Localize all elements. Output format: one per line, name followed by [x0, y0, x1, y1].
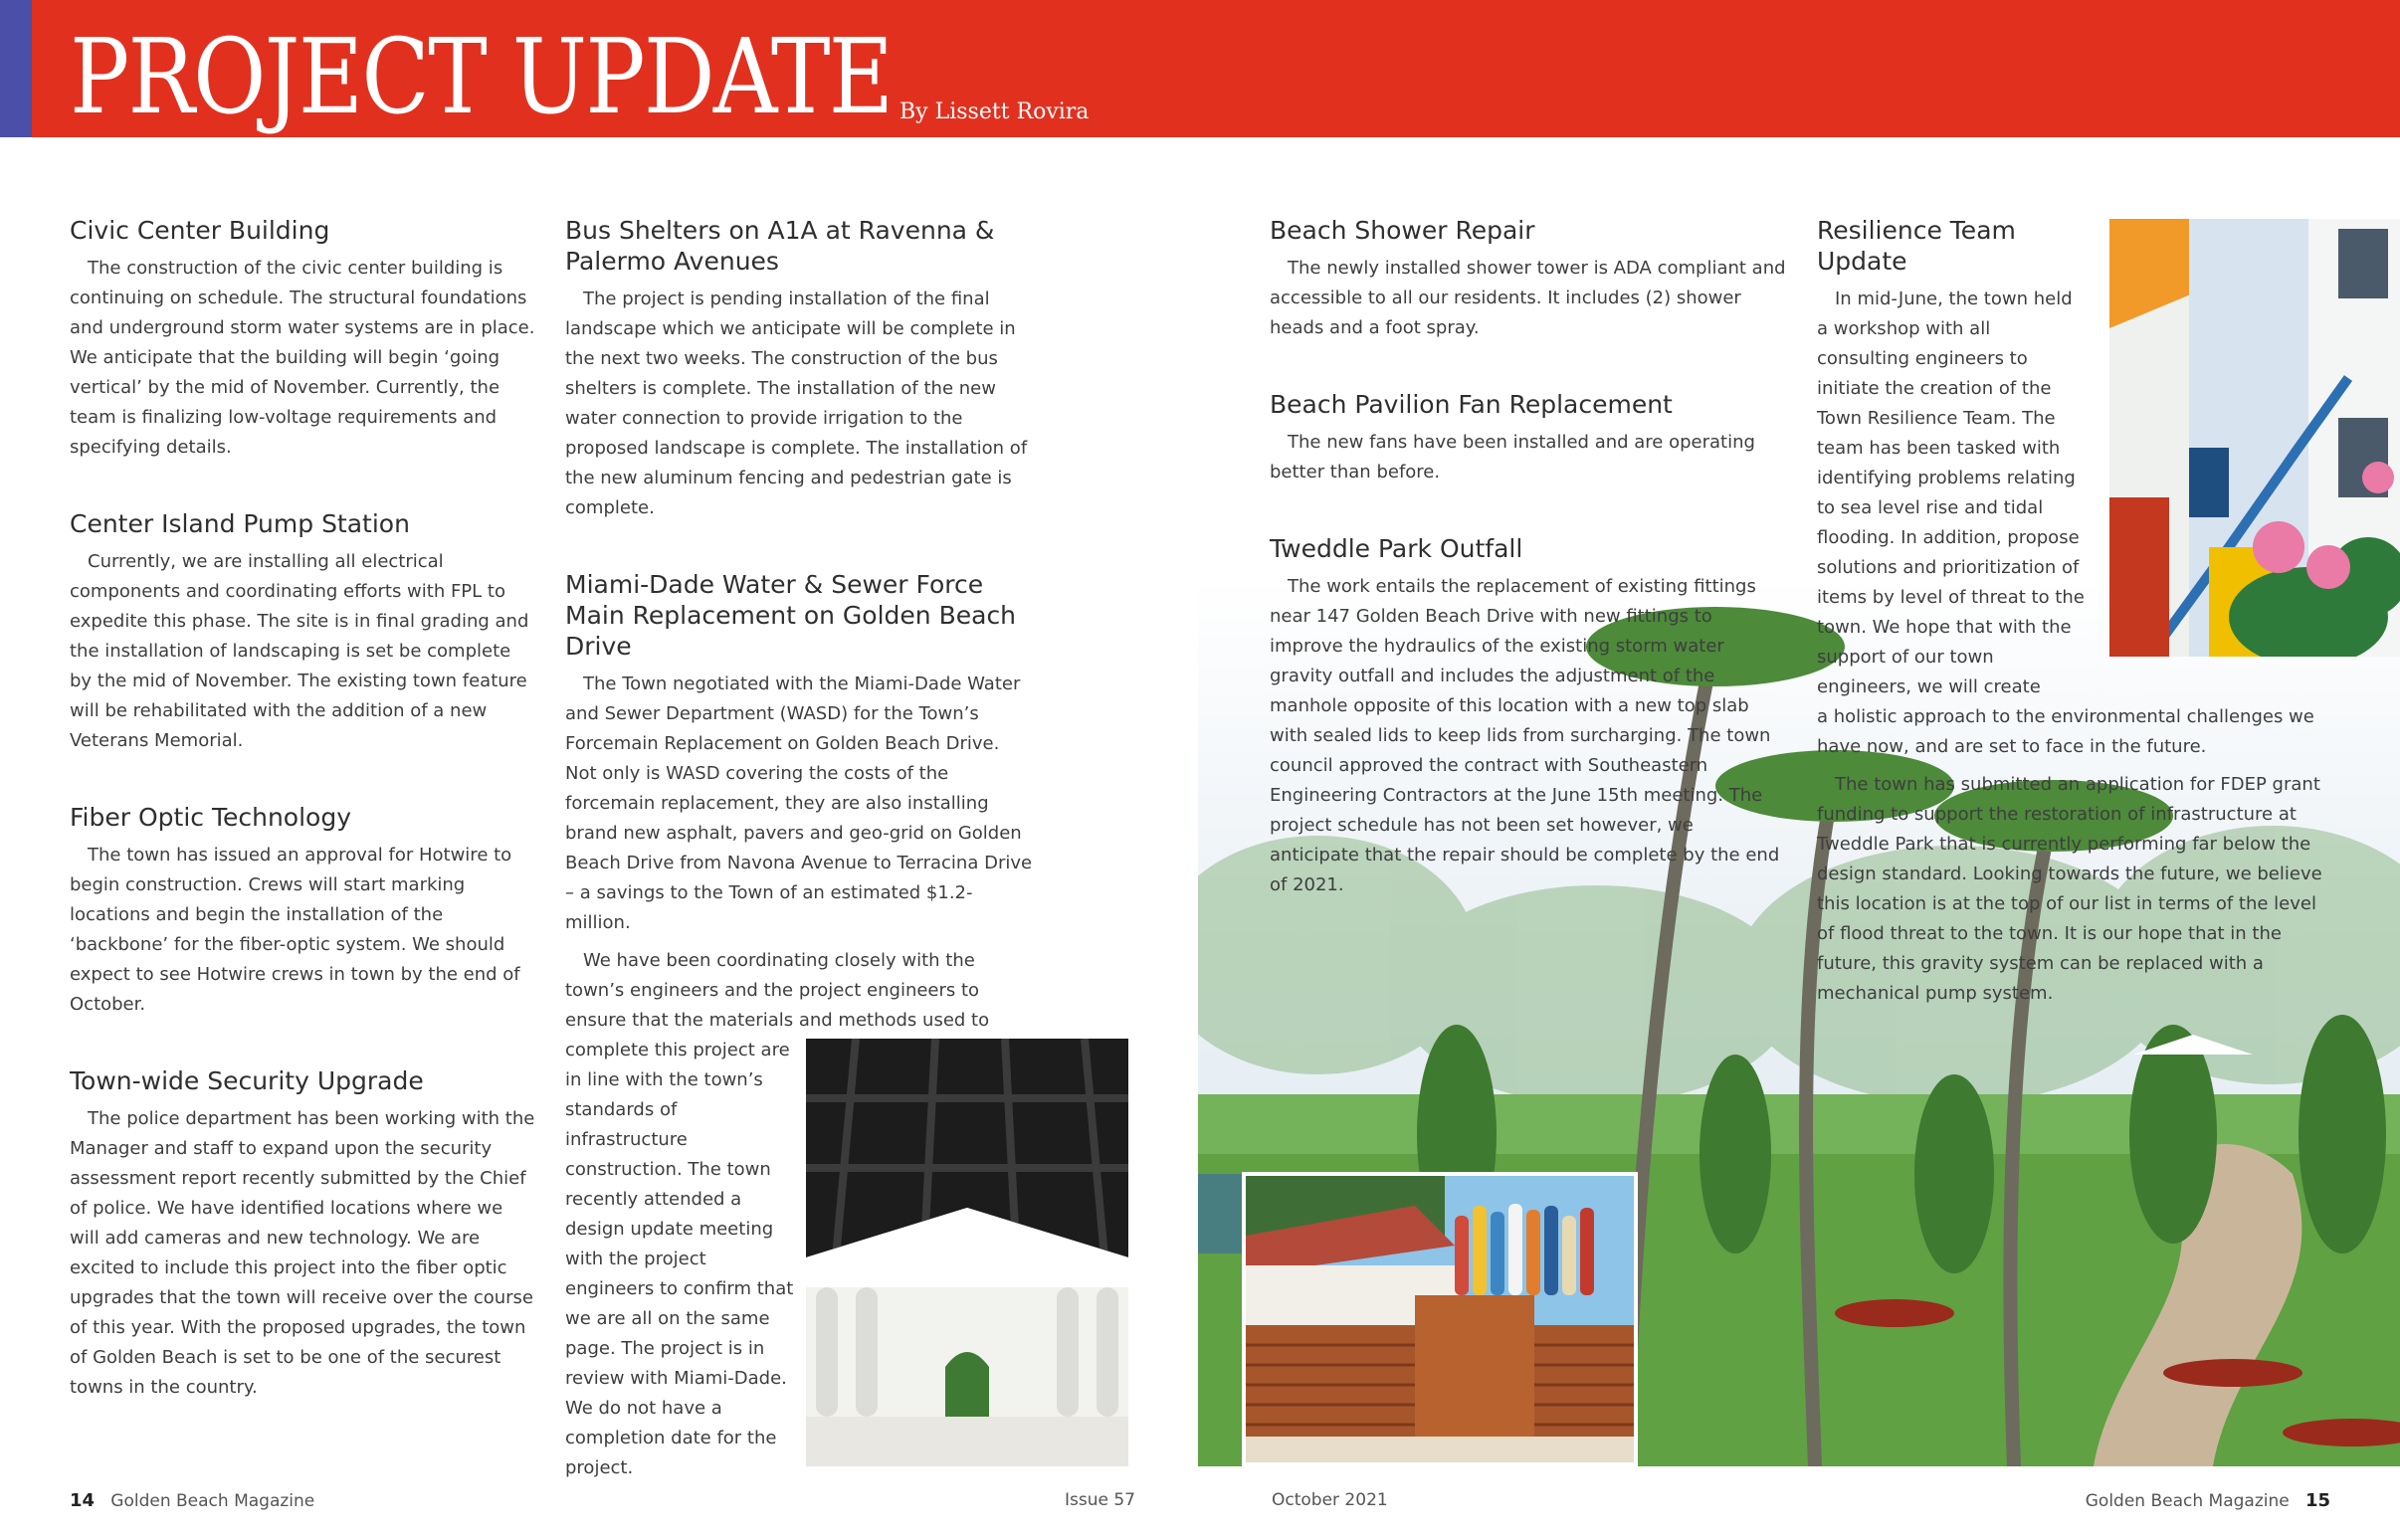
article-heading: Beach Pavilion Fan Replacement: [1270, 390, 1673, 419]
article-heading: Miami-Dade Water & Sewer Force Main Replacement on Golden Beach Drive: [565, 570, 1017, 661]
article-paragraph: The town has issued an approval for Hotwire to begin construction. Crews will start marking locations and begin the installation of the ‘backbone’ for the fiber-optic system. We should expect to see Hotwire crews in town by the end of October.: [70, 845, 520, 1015]
footer-issue: Issue 57: [1065, 1490, 1135, 1510]
article-paragraph-continued: a holistic approach to the environmental challenges we have now, and are set to face in the future.: [1817, 706, 2314, 757]
right-column-1: [1270, 215, 1787, 946]
footer-right: [2086, 1490, 2330, 1511]
article-heading: Civic Center Building: [70, 216, 330, 245]
article-beach-shower: [1270, 215, 1787, 343]
article-heading: Bus Shelters on A1A at Ravenna & Palermo Avenues: [565, 216, 995, 276]
banner-edge-stripe: [0, 0, 32, 137]
article-heading: Resilience Team Update: [1817, 216, 2016, 276]
article-heading: Center Island Pump Station: [70, 509, 410, 538]
byline: By Lissett Rovira: [900, 99, 1090, 124]
article-paragraph: The construction of the civic center building is continuing on schedule. The structural foundations and underground storm water systems are in place. We anticipate that the building will begin ‘going vertical’ by the mid of November. Currently, the team is finalizing low-voltage requirements and specifying details.: [70, 258, 535, 458]
article-paragraph: The police department has been working with the Manager and staff to expand upon the security assessment report recently submitted by the Chief of police. We have identified locations where we will add cameras and new technology. We are excited to include this project into the fiber optic upgrades that the town will receive over the course of this year. With the proposed upgrades, the town of Golden Beach is set to be one of the securest towns in the country.: [70, 1108, 535, 1398]
article-paragraph: The work entails the replacement of existing fittings near 147 Golden Beach Drive with new fittings to improve the hydraulics of the existing storm water gravity outfall and includes the adjustment of the manhole opposite of this location with a new top slab with sealed lids to keep lids from surcharging. The town council approved the contract with Southeastern Engineering Contractors at the June 15th meeting. The project schedule has not been set however, we anticipate that the repair should be complete by the end of 2021.: [1270, 576, 1780, 895]
article-pavilion-fans: [1270, 389, 1787, 487]
article-paragraph: The Town negotiated with the Miami-Dade Water and Sewer Department (WASD) for the Town’s Forcemain Replacement on Golden Beach Drive. Not only is WASD covering the costs of the forcemain replacement, they are also installing brand new asphalt, pavers and geo-grid on Golden Beach Drive from Navona Avenue to Terracina Drive – a savings to the Town of an estimated $1.2-million.: [565, 674, 1033, 933]
page-number: 14: [70, 1490, 96, 1511]
article-bus-shelters: [565, 215, 1033, 523]
article-paragraph: In mid-June, the town held a workshop with all consulting engineers to initiate the creation of the Town Resilience Team. The team has been tasked with identifying problems relating to sea level rise and tidal flooding. In addition, propose solutions and prioritization of items by level of threat to the town. We hope that with the support of our town engineers, we will create: [1817, 289, 2085, 697]
footer-date: October 2021: [1272, 1490, 1388, 1510]
article-paragraph-continued: in line with the town’s standards of infrastructure construction. The town recently attended a design update meeting with the project engineers to confirm that we are all on the same page. The project is in review with Miami-Dade. We do not have a completion date for the project.: [565, 1069, 794, 1478]
pavilion-roof-photo: [806, 1039, 1128, 1466]
page-number: 15: [2304, 1490, 2330, 1511]
article-paragraph: The project is pending installation of the final landscape which we anticipate will be complete in the next two weeks. The construction of the bus shelters is complete. The installation of the new water connection to provide irrigation to the proposed landscape is complete. The installation of the new aluminum fencing and pedestrian gate is complete.: [565, 289, 1028, 518]
article-tweddle-park: [1270, 533, 1787, 900]
article-paragraph: We have been coordinating closely with the town’s engineers and the project engineers to ensure that the materials and methods used to complete this project are: [565, 950, 990, 1060]
article-pump-station: [70, 508, 537, 756]
footer-left: [70, 1490, 314, 1511]
article-paragraph: Currently, we are installing all electrical components and coordinating efforts with FPL to expedite this phase. The site is in final grading and the installation of landscaping is set be complete by the mid of November. The existing town feature will be rehabilitated with the addition of a new Veterans Memorial.: [70, 551, 529, 751]
article-security-upgrade: [70, 1065, 537, 1403]
page-title: PROJECT UPDATE: [70, 16, 893, 137]
article-paragraph: The newly installed shower tower is ADA compliant and accessible to all our residents. It includes (2) shower heads and a foot spray.: [1270, 258, 1786, 338]
article-fiber-optic: [70, 802, 537, 1020]
right-column-2: [1817, 215, 2328, 1055]
article-heading: Town-wide Security Upgrade: [70, 1066, 424, 1095]
article-paragraph: The town has submitted an application for FDEP grant funding to support the restoration of infrastructure at Tweddle Park that is currently performing far below the design standard. Looking towards the future, we believe this location is at the top of our list in terms of the level of flood threat to the town. It is our hope that in the future, this gravity system can be replaced with a mechanical pump system.: [1817, 774, 2322, 1004]
article-heading: Tweddle Park Outfall: [1270, 534, 1523, 563]
footer-magazine-name: Golden Beach Magazine: [2085, 1491, 2290, 1511]
beach-shower-photo: [1242, 1172, 1638, 1466]
article-heading: Fiber Optic Technology: [70, 803, 352, 832]
article-civic-center: [70, 215, 537, 463]
article-paragraph: The new fans have been installed and are operating better than before.: [1270, 432, 1755, 482]
left-column-1: [70, 215, 537, 1448]
article-resilience-team: [1817, 215, 2328, 1009]
article-heading: Beach Shower Repair: [1270, 216, 1535, 245]
footer-magazine-name: Golden Beach Magazine: [110, 1491, 315, 1511]
